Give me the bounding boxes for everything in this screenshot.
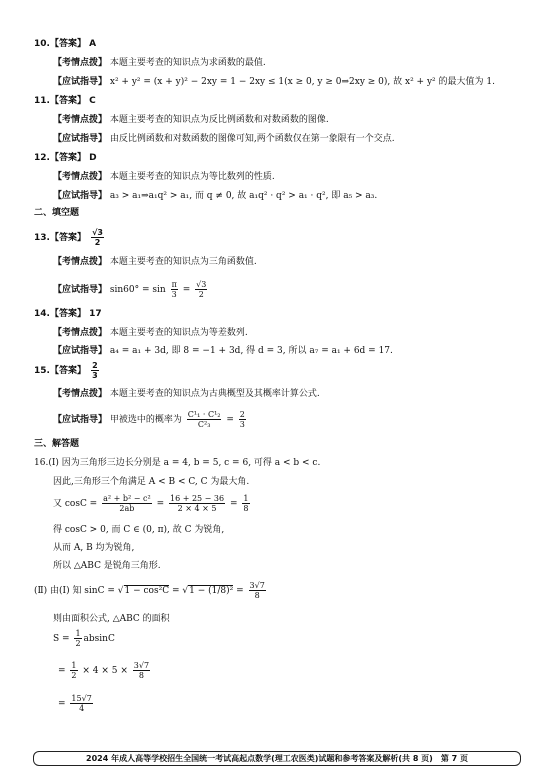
numerator: 3√7 bbox=[133, 661, 150, 670]
key-point-text: 本题主要考查的知识点为等差数列. bbox=[109, 328, 248, 338]
cos-label: 又 cosC = bbox=[53, 499, 98, 509]
numerator: 1 bbox=[243, 494, 249, 503]
q16-line-6: 所以 △ABC 是锐角三角形. bbox=[53, 561, 161, 571]
equals-sign: = bbox=[236, 586, 244, 596]
numerator: √3 bbox=[196, 280, 207, 289]
key-point-label: 【考情点拨】 bbox=[53, 328, 108, 338]
guidance-label: 【应试指导】 bbox=[53, 285, 108, 295]
q16-sin-formula bbox=[34, 578, 268, 604]
q12-key-point bbox=[53, 171, 275, 183]
equals-sign: = bbox=[171, 586, 180, 596]
denominator: 2 × 4 × 5 bbox=[177, 504, 217, 513]
key-point-label: 【考情点拨】 bbox=[53, 257, 108, 267]
guidance-label: 【应试指导】 bbox=[53, 191, 108, 201]
equals-sign: = bbox=[58, 699, 66, 709]
numerator: 3√7 bbox=[249, 581, 265, 590]
guidance-text: a₃ > a₁⇒a₁q² > a₁, 而 q ≠ 0, 故 a₁q² · q² > a₁ · q², 即 a₅ > a₃. bbox=[109, 191, 378, 201]
denominator: 3 bbox=[239, 420, 245, 429]
denominator: 8 bbox=[254, 591, 260, 600]
numerator: 1 bbox=[71, 661, 77, 670]
key-point-text: 本题主要考查的知识点为求函数的最值. bbox=[109, 58, 266, 68]
numerator: 1 bbox=[75, 629, 81, 638]
equals-sign: = bbox=[156, 499, 165, 509]
answer-fraction bbox=[91, 228, 104, 247]
q15-guidance bbox=[53, 408, 248, 432]
q14-guidance bbox=[53, 345, 393, 357]
equals-sign: = bbox=[58, 666, 66, 676]
numerator: 16 + 25 − 36 bbox=[169, 494, 225, 503]
q12-answer: 12.【答案】 D bbox=[34, 153, 97, 163]
key-point-text: 本题主要考查的知识点为古典概型及其概率计算公式. bbox=[109, 389, 320, 399]
sin-label: (Ⅱ) 由(Ⅰ) 知 sinC = bbox=[34, 586, 115, 596]
sqrt-radicand-2: 1 − (1/8)² bbox=[189, 586, 234, 596]
q16-line-2: 因此,三角形三个角满足 A < B < C, C 为最大角. bbox=[53, 477, 250, 487]
denominator: 3 bbox=[171, 290, 177, 299]
answer-label: 15.【答案】 bbox=[34, 366, 86, 376]
numerator: 15√7 bbox=[71, 694, 92, 703]
section-solutions: 三、解答题 bbox=[34, 439, 80, 449]
denominator: C²₃ bbox=[197, 420, 211, 429]
q16-line-4: 得 cosC > 0, 而 C ∈ (0, π), 故 C 为锐角, bbox=[53, 525, 225, 535]
numerator: a² + b² − c² bbox=[103, 494, 151, 503]
key-point-text: 本题主要考查的知识点为三角函数值. bbox=[109, 257, 257, 267]
sin-fraction bbox=[133, 661, 150, 680]
guidance-label: 【应试指导】 bbox=[53, 346, 108, 356]
q12-guidance bbox=[53, 190, 377, 202]
q10-guidance bbox=[53, 76, 495, 88]
sin-fraction bbox=[249, 581, 266, 600]
denominator: 2 bbox=[198, 290, 204, 299]
equals-sign: = bbox=[182, 285, 191, 295]
sqrt-radicand-1: 1 − cos²C bbox=[124, 586, 170, 596]
numerator: C¹₁ · C¹₂ bbox=[187, 410, 221, 419]
probability-fraction bbox=[187, 410, 222, 429]
q10-key-point bbox=[53, 57, 266, 69]
sqrt-sign: √ bbox=[117, 586, 124, 596]
guidance-text: 由反比例函数和对数函数的图像可知,两个函数仅在第一象限有一个交点. bbox=[109, 134, 395, 144]
guidance-label: 【应试指导】 bbox=[53, 77, 108, 87]
q11-key-point bbox=[53, 114, 329, 126]
q14-key-point bbox=[53, 327, 248, 339]
key-point-label: 【考情点拨】 bbox=[53, 172, 108, 182]
guidance-label: 【应试指导】 bbox=[53, 134, 108, 144]
area-fraction bbox=[70, 694, 92, 713]
numerator: √3 bbox=[92, 228, 103, 237]
q15-answer bbox=[34, 360, 101, 382]
result-fraction bbox=[195, 280, 207, 299]
key-point-text: 本题主要考查的知识点为反比例函数和对数函数的图像. bbox=[109, 115, 329, 125]
half-fraction bbox=[74, 629, 81, 648]
answer-label: 13.【答案】 bbox=[34, 233, 86, 243]
q16-cos-formula bbox=[53, 493, 252, 515]
guidance-formula: sin60° = sin bbox=[109, 285, 166, 295]
equals-sign: = bbox=[226, 415, 234, 425]
result-fraction bbox=[239, 410, 246, 429]
denominator: 2 bbox=[75, 639, 81, 648]
q14-answer: 14.【答案】 17 bbox=[34, 309, 102, 319]
cos-fraction-2 bbox=[169, 494, 225, 513]
q16-area-step bbox=[58, 659, 152, 683]
q16-area-formula bbox=[53, 628, 115, 650]
section-fill-in: 二、填空题 bbox=[34, 208, 80, 218]
numerator: π bbox=[171, 280, 177, 289]
cos-fraction-1 bbox=[102, 494, 152, 513]
q16-line-1: 16.(Ⅰ) 因为三角形三边长分别是 a = 4, b = 5, c = 6, 可得 a < b < c. bbox=[34, 458, 321, 468]
denominator: 2 bbox=[94, 238, 101, 247]
denominator: 8 bbox=[138, 671, 144, 680]
guidance-text: x² + y² = (x + y)² − 2xy = 1 − 2xy ≤ 1(x ≥ 0, y ≥ 0⇒2xy ≥ 0), 故 x² + y² 的最大值为 1. bbox=[109, 77, 495, 87]
q16-line-8: 则由面积公式, △ABC 的面积 bbox=[53, 614, 170, 624]
answer-fraction bbox=[91, 361, 99, 380]
cos-fraction-3 bbox=[242, 494, 249, 513]
key-point-text: 本题主要考查的知识点为等比数列的性质. bbox=[109, 172, 275, 182]
area-label: S = bbox=[53, 634, 70, 644]
key-point-label: 【考情点拨】 bbox=[53, 115, 108, 125]
denominator: 3 bbox=[92, 371, 98, 380]
half-fraction bbox=[70, 661, 77, 680]
denominator: 2 bbox=[71, 671, 77, 680]
q11-answer: 11.【答案】 C bbox=[34, 96, 96, 106]
equals-sign: = bbox=[229, 499, 238, 509]
guidance-text: 甲被选中的概率为 bbox=[109, 415, 182, 425]
numerator: 2 bbox=[239, 410, 245, 419]
numerator: 2 bbox=[92, 361, 98, 370]
denominator: 8 bbox=[243, 504, 249, 513]
q16-area-result bbox=[58, 692, 95, 716]
q10-answer: 10.【答案】 A bbox=[34, 39, 97, 49]
q13-answer bbox=[34, 228, 106, 248]
q15-key-point bbox=[53, 388, 320, 400]
q16-line-5: 从而 A, B 均为锐角, bbox=[53, 543, 135, 553]
pi-fraction bbox=[171, 280, 178, 299]
q13-guidance bbox=[53, 280, 209, 300]
key-point-label: 【考情点拨】 bbox=[53, 389, 108, 399]
denominator: 2ab bbox=[119, 504, 135, 513]
q11-guidance bbox=[53, 133, 395, 145]
area-expression: absinC bbox=[83, 634, 115, 644]
key-point-label: 【考情点拨】 bbox=[53, 58, 108, 68]
denominator: 4 bbox=[79, 704, 85, 713]
q13-key-point bbox=[53, 256, 257, 268]
page-footer: 2024 年成人高等学校招生全国统一考试高起点数学(理工农医类)试题和参考答案及解析(共 8 页) 第 7 页 bbox=[33, 751, 521, 766]
guidance-label: 【应试指导】 bbox=[53, 415, 108, 425]
product-expression: × 4 × 5 × bbox=[82, 666, 128, 676]
guidance-text: a₄ = a₁ + 3d, 即 8 = −1 + 3d, 得 d = 3, 所以 a₇ = a₁ + 6d = 17. bbox=[109, 346, 393, 356]
sqrt-sign: √ bbox=[182, 586, 189, 596]
